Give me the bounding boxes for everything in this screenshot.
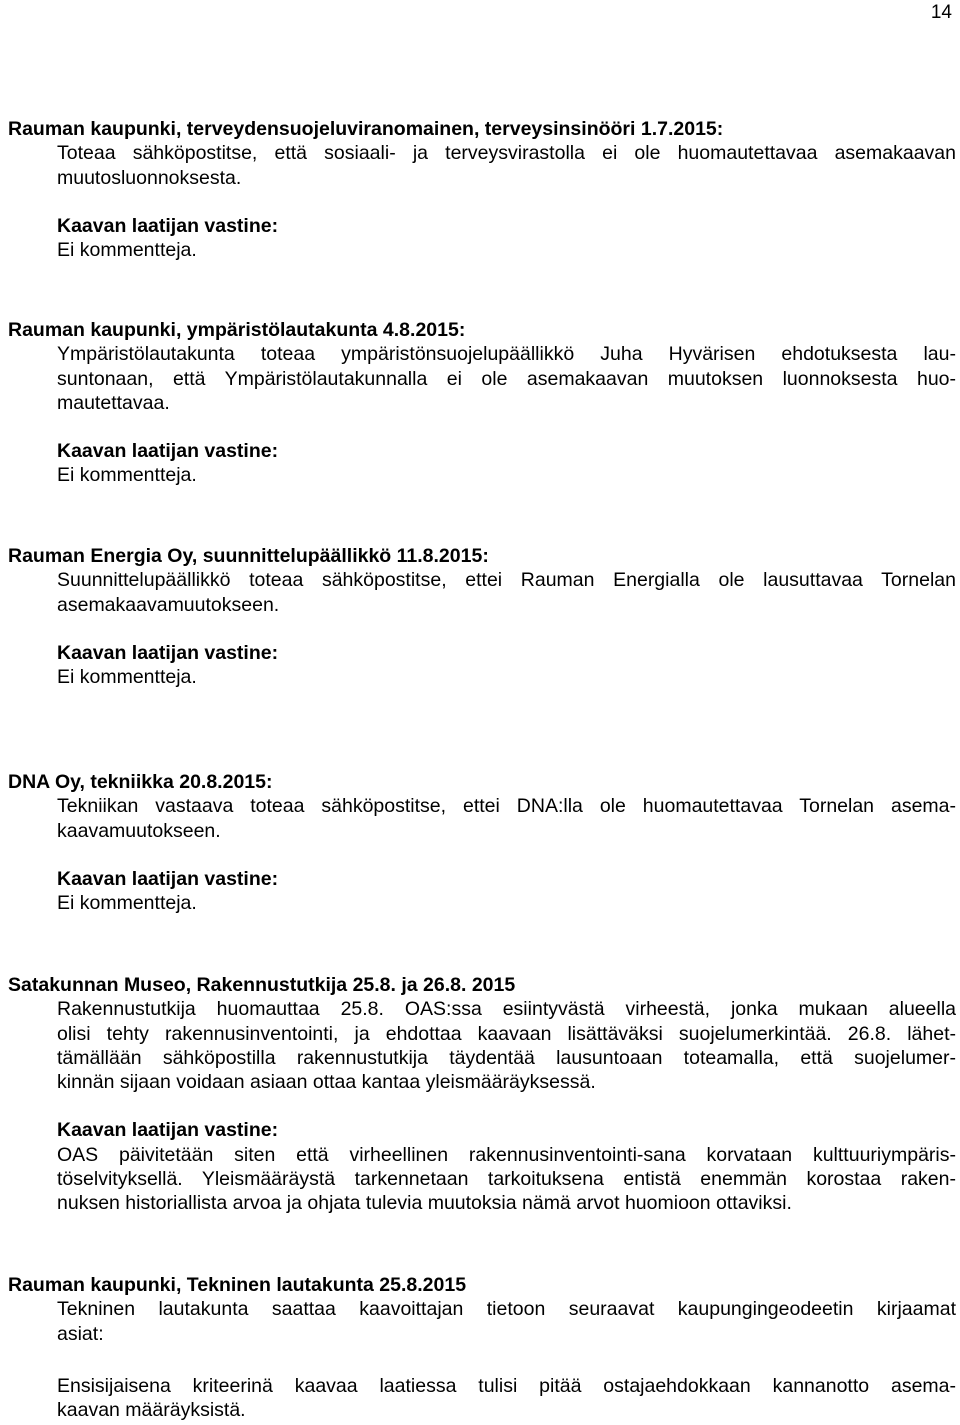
section-heading: Satakunnan Museo, Rakennustutkija 25.8. ja 26.8. 2015 <box>8 974 516 996</box>
statement-section <box>8 318 956 488</box>
reply-text: Ei kommentteja. <box>57 464 197 487</box>
statement-section <box>8 544 956 689</box>
body-line: tämällään sähköpostilla rakennustutkija täydentää lausuntoaan toteamalla, että suojelumer- <box>57 1046 956 1069</box>
section-heading: Rauman kaupunki, Tekninen lautakunta 25.8.2015 <box>8 1274 467 1296</box>
section-body <box>8 141 956 262</box>
reply-text: Ei kommentteja. <box>57 892 197 915</box>
body-line: asiat: <box>57 1322 104 1345</box>
section-heading: Rauman kaupunki, ympäristölautakunta 4.8.2015: <box>8 319 466 341</box>
body-line: Ympäristölautakunta toteaa ympäristönsuojelupäällikkö Juha Hyvärisen ehdotuksesta lau- <box>57 343 956 366</box>
body-line: olisi tehty rakennusinventointi, ja ehdottaa kaavaan lisättäväksi suojelumerkintää. 26.8. lähet- <box>57 1022 956 1045</box>
reply-text: nuksen historiallista arvoa ja ohjata tulevia muutoksia nämä arvot huomioon ottaviksi. <box>57 1192 792 1215</box>
body-line: Suunnittelupäällikkö toteaa sähköpostitse, ettei Rauman Energialla ole lausuttavaa Tornelan <box>57 569 956 592</box>
reply-heading: Kaavan laatijan vastine: <box>57 867 279 890</box>
section-heading: Rauman Energia Oy, suunnittelupäällikkö 11.8.2015: <box>8 545 489 567</box>
body-line: Rakennustutkija huomauttaa 25.8. OAS:ssa esiintyvästä virheestä, jonka mukaan alueella <box>57 998 956 1021</box>
page-number: 14 <box>930 2 952 23</box>
reply-text: töselvityksellä. Yleismääräystä tarkennetaan tarkoituksena entistä enemmän korostaa raken- <box>57 1168 956 1191</box>
section-heading: DNA Oy, tekniikka 20.8.2015: <box>8 771 273 793</box>
body-line: Toteaa sähköpostitse, että sosiaali- ja terveysvirastolla ei ole huomautettavaa asemakaavan <box>57 142 956 165</box>
reply-text: OAS päivitetään siten että virheellinen rakennusinventointi-sana korvataan kulttuuriympäris- <box>57 1143 956 1166</box>
body-line: Tekninen lautakunta saattaa kaavoittajan tietoon seuraavat kaupungingeodeetin kirjaamat <box>57 1298 956 1321</box>
body-line: kaavan määräyksistä. <box>57 1399 246 1422</box>
body-line: Tekniikan vastaava toteaa sähköpostitse, ettei DNA:lla ole huomautettavaa Tornelan asema- <box>57 795 956 818</box>
section-body <box>8 342 956 487</box>
body-line: kaavamuutokseen. <box>57 819 221 842</box>
section-body <box>8 794 956 915</box>
section-body <box>8 1297 956 1422</box>
reply-heading: Kaavan laatijan vastine: <box>57 440 279 463</box>
section-body <box>8 568 956 689</box>
body-line: suntonaan, että Ympäristölautakunnalla ei ole asemakaavan muutoksen luonnoksesta huo- <box>57 367 956 390</box>
body-line: muutosluonnoksesta. <box>57 166 242 189</box>
statement-section <box>8 770 956 915</box>
section-heading: Rauman kaupunki, terveydensuojeluviranomainen, terveysinsinööri 1.7.2015: <box>8 118 724 140</box>
statement-section <box>8 117 956 262</box>
body-line: asemakaavamuutokseen. <box>57 593 280 616</box>
body-line: Ensisijaisena kriteerinä kaavaa laatiessa tulisi pitää ostajaehdokkaan kannanotto asema- <box>57 1374 956 1397</box>
body-line: mautettavaa. <box>57 391 170 414</box>
statement-section <box>8 1273 956 1422</box>
reply-heading: Kaavan laatijan vastine: <box>57 214 279 237</box>
reply-text: Ei kommentteja. <box>57 666 197 689</box>
reply-heading: Kaavan laatijan vastine: <box>57 641 279 664</box>
section-body <box>8 997 956 1215</box>
body-line: kinnän sijaan voidaan asiaan ottaa kantaa yleismääräyksessä. <box>57 1071 596 1094</box>
statement-section <box>8 973 956 1216</box>
reply-text: Ei kommentteja. <box>57 239 197 262</box>
reply-heading: Kaavan laatijan vastine: <box>57 1119 279 1142</box>
